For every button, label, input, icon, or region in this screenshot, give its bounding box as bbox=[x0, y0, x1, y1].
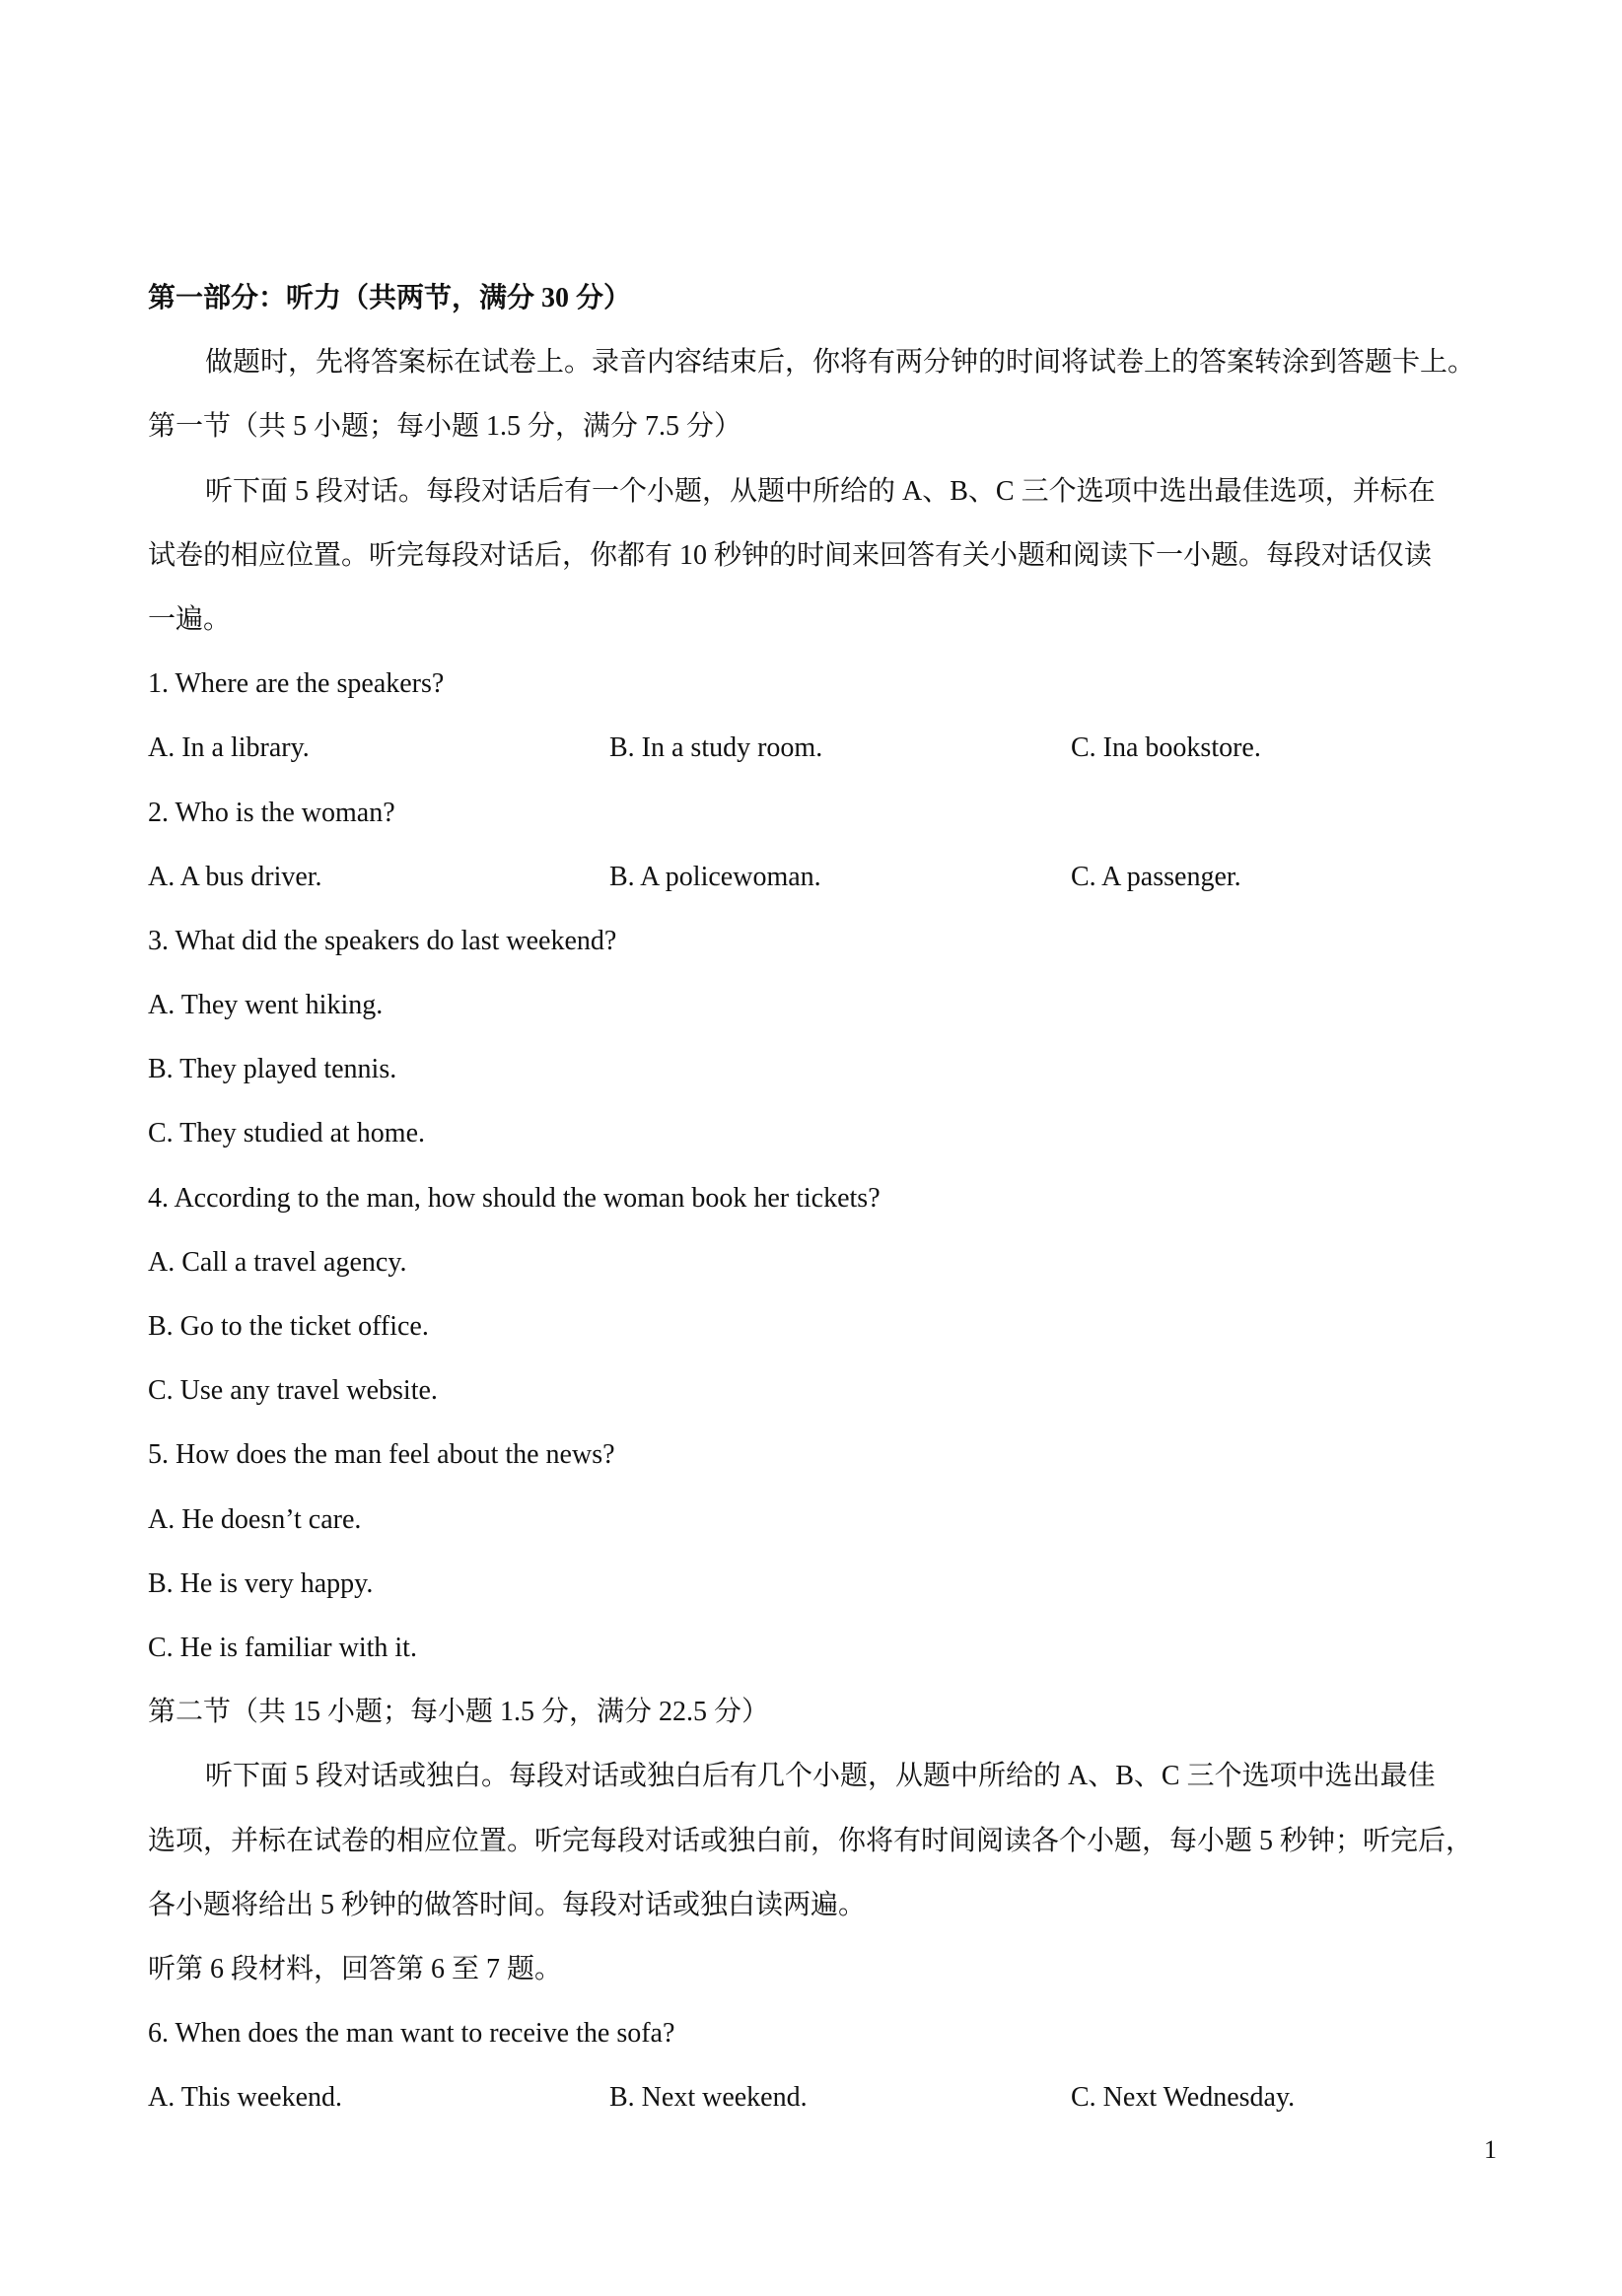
question-1-option-c: C. Ina bookstore. bbox=[1071, 732, 1261, 764]
question-5-option-a: A. He doesn’t care. bbox=[148, 1503, 362, 1535]
exam-page bbox=[148, 266, 1504, 2129]
question-6-stem: 6. When does the man want to receive the sofa? bbox=[148, 2018, 675, 2050]
section1-directions-line2: 试卷的相应位置。听完每段对话后，你都有 10 秒钟的时间来回答有关小题和阅读下一小题。每段对话仅读 bbox=[148, 539, 1433, 571]
question-2-option-a: A. A bus driver. bbox=[148, 861, 322, 892]
question-4-option-b: B. Go to the ticket office. bbox=[148, 1311, 429, 1342]
question-4-option-a: A. Call a travel agency. bbox=[148, 1246, 407, 1278]
page-number: 1 bbox=[1484, 2135, 1497, 2164]
part-heading: 第一部分：听力（共两节，满分 30 分） bbox=[148, 283, 632, 313]
question-4-option-c: C. Use any travel website. bbox=[148, 1375, 438, 1407]
question-6-option-c: C. Next Wednesday. bbox=[1071, 2082, 1296, 2114]
question-2-stem: 2. Who is the woman? bbox=[148, 797, 395, 828]
question-6-option-b: B. Next weekend. bbox=[609, 2082, 808, 2114]
question-4-stem: 4. According to the man, how should the woman book her tickets? bbox=[148, 1182, 881, 1214]
section1-heading: 第一节（共 5 小题；每小题 1.5 分，满分 7.5 分） bbox=[148, 411, 742, 443]
section1-directions-line3: 一遍。 bbox=[148, 603, 232, 635]
question-5-option-b: B. He is very happy. bbox=[148, 1567, 374, 1599]
material-note: 听第 6 段材料，回答第 6 至 7 题。 bbox=[148, 1953, 563, 1984]
question-1-options bbox=[148, 716, 1504, 780]
section2-directions-line3: 各小题将给出 5 秒钟的做答时间。每段对话或独白读两遍。 bbox=[148, 1889, 867, 1920]
question-5-stem: 5. How does the man feel about the news? bbox=[148, 1439, 615, 1471]
question-3-option-a: A. They went hiking. bbox=[148, 990, 384, 1021]
question-3-stem: 3. What did the speakers do last weekend? bbox=[148, 925, 617, 956]
question-5-option-c: C. He is familiar with it. bbox=[148, 1632, 417, 1663]
section2-directions-line1: 听下面 5 段对话或独白。每段对话或独白后有几个小题，从题中所给的 A、B、C 三个选项中选出最佳 bbox=[205, 1761, 1436, 1792]
question-1-stem: 1. Where are the speakers? bbox=[148, 668, 445, 700]
question-2-option-c: C. A passenger. bbox=[1071, 861, 1241, 892]
question-2-option-b: B. A policewoman. bbox=[609, 861, 821, 892]
question-1-option-b: B. In a study room. bbox=[609, 732, 823, 764]
section1-directions-line1: 听下面 5 段对话。每段对话后有一个小题，从题中所给的 A、B、C 三个选项中选出最佳选项，并标在 bbox=[205, 475, 1436, 507]
question-3-option-c: C. They studied at home. bbox=[148, 1118, 425, 1149]
question-3-option-b: B. They played tennis. bbox=[148, 1054, 397, 1085]
question-6-option-a: A. This weekend. bbox=[148, 2082, 342, 2114]
question-6-options bbox=[148, 2065, 1504, 2129]
instruction-text: 做题时，先将答案标在试卷上。录音内容结束后，你将有两分钟的时间将试卷上的答案转涂到答题卡上。 bbox=[205, 347, 1476, 379]
section2-heading: 第二节（共 15 小题；每小题 1.5 分，满分 22.5 分） bbox=[148, 1697, 770, 1728]
question-2-options bbox=[148, 845, 1504, 909]
question-1-option-a: A. In a library. bbox=[148, 732, 310, 764]
section2-directions-line2: 选项，并标在试卷的相应位置。听完每段对话或独白前，你将有时间阅读各个小题，每小题 5 秒钟；听完后， bbox=[148, 1825, 1474, 1856]
